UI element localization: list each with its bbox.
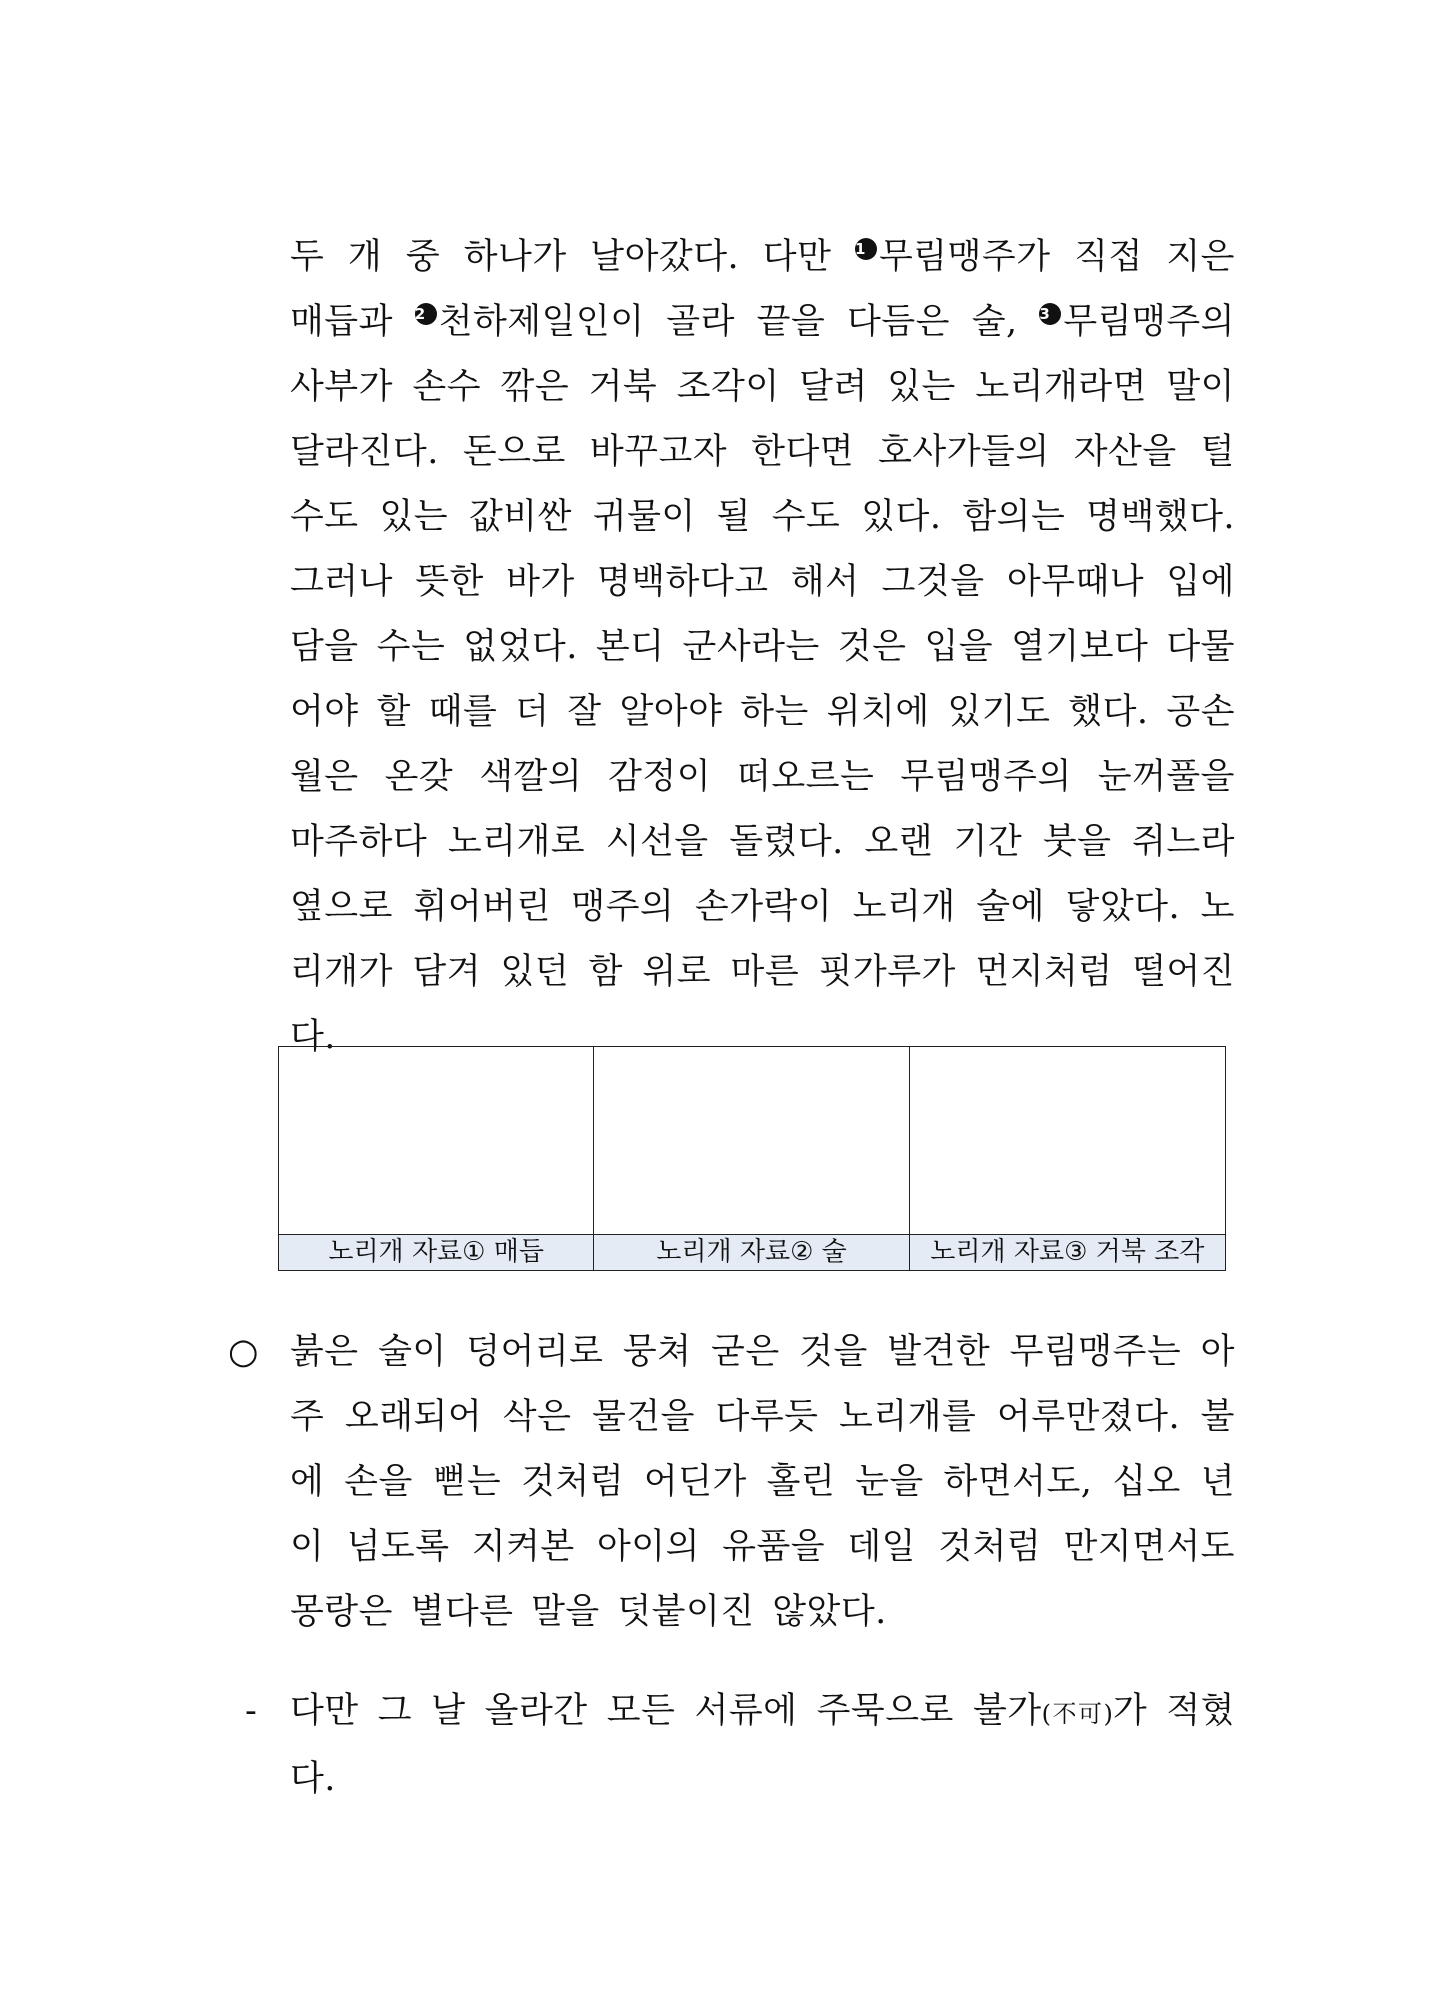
paragraph-3-text-a: 다만 그 날 올라간 모든 서류에 주묵으로 불가 — [290, 1691, 1042, 1731]
bullet-circle-marker: ○ — [228, 1332, 259, 1372]
norigae-figure-table — [278, 1046, 1226, 1271]
figure-caption-3: 노리개 자료③ 거북 조각 — [910, 1234, 1225, 1270]
paragraph-1-text-b: 무림맹주가 직접 지은 매듭과 — [290, 237, 1235, 342]
footnote-marker-1: 1 — [855, 238, 877, 260]
paragraph-1-text-d: 무림맹주의 사부가 손수 깎은 거북 조각이 달려 있는 노리개라면 말이 달라진다. 돈으로 바꾸고자 한다면 호사가들의 자산을 털 수도 있는 값비싼 귀물이 될 수도 있다. 함의는 명백했다. 그러나 뜻한 바가 명백하다고 해서 그것을 아무때나 입에 담을 수는 없었다. 본디 군사라는 것은 입을 열기보다 다물어야 할 때를 더 잘 알아야 하는 위치에 있기도 했다. 공손월은 온갖 색깔의 감정이 떠오르는 무림맹주의 눈꺼풀을 마주하다 노리개로 시선을 돌렸다. 오랜 기간 붓을 쥐느라 옆으로 휘어버린 맹주의 손가락이 노리개 술에 닿았다. 노리개가 담겨 있던 함 위로 마른 핏가루가 먼지처럼 떨어진다. — [290, 302, 1235, 1057]
figure-image-knot — [279, 1047, 594, 1234]
figure-image-turtle-carving — [910, 1047, 1225, 1234]
footnote-marker-3: 3 — [1039, 303, 1061, 325]
paragraph-3 — [290, 1679, 1235, 1812]
figure-caption-1: 노리개 자료① 매듭 — [279, 1234, 594, 1270]
paragraph-3-hanja: (不可) — [1041, 1700, 1113, 1728]
bullet-dash-marker: - — [245, 1691, 257, 1731]
figure-caption-2: 노리개 자료② 술 — [594, 1234, 909, 1270]
paragraph-1 — [290, 225, 1235, 1070]
paragraph-1-text-c: 천하제일인이 골라 끝을 다듬은 술, — [438, 302, 1040, 342]
footnote-marker-2: 2 — [415, 303, 437, 325]
paragraph-2: 붉은 술이 덩어리로 뭉쳐 굳은 것을 발견한 무림맹주는 아주 오래되어 삭은 물건을 다루듯 노리개를 어루만졌다. 불에 손을 뻗는 것처럼 어딘가 홀린 눈을 하면서도, 십오 년이 넘도록 지켜본 아이의 유품을 데일 것처럼 만지면서도 몽랑은 별다른 말을 덧붙이진 않았다. — [290, 1332, 1235, 1632]
paragraph-3-text-b: 가 적혔다. — [290, 1691, 1235, 1799]
paragraph-1-text-a: 두 개 중 하나가 날아갔다. 다만 — [290, 237, 855, 277]
figure-image-tassel — [594, 1047, 909, 1234]
